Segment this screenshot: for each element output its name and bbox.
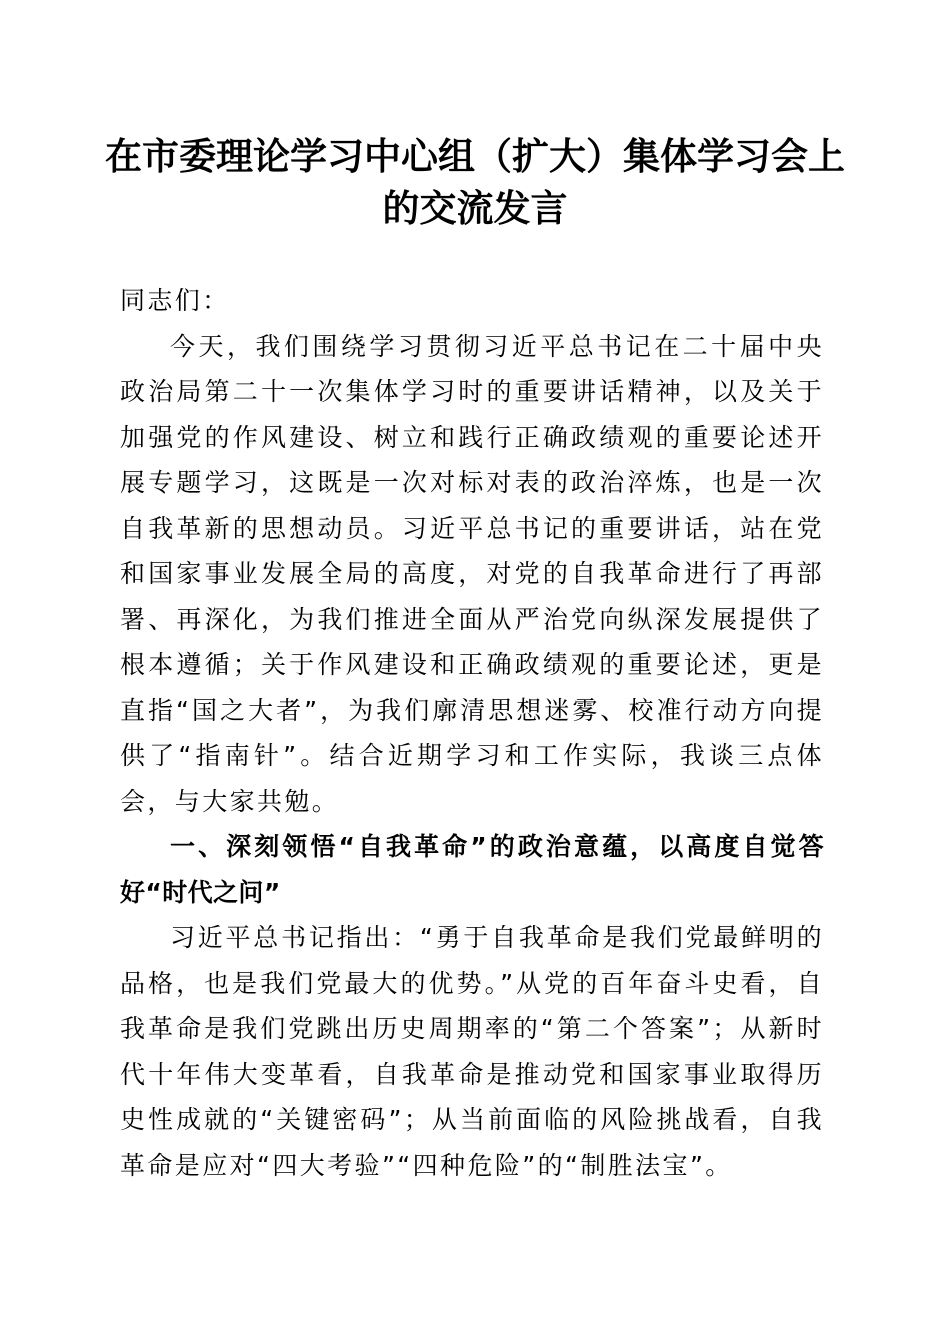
document-body [120, 278, 824, 1188]
intro-paragraph: 今天，我们围绕学习贯彻习近平总书记在二十届中央政治局第二十一次集体学习时的重要讲话精神，以及关于加强党的作风建设、树立和践行正确政绩观的重要论述开展专题学习，这既是一次对标对表的政治淬炼，也是一次自我革新的思想动员。习近平总书记的重要讲话，站在党和国家事业发展全局的高度，对党的自我革命进行了再部署、再深化，为我们推进全面从严治党向纵深发展提供了根本遵循；关于作风建设和正确政绩观的重要论述，更是直指“国之大者”，为我们廓清思想迷雾、校准行动方向提供了“指南针”。结合近期学习和工作实际，我谈三点体会，与大家共勉。 [120, 331, 824, 816]
salutation: 同志们： [120, 286, 230, 315]
section-heading: 一、深刻领悟“自我革命”的政治意蕴，以高度自觉答好“时代之问” [120, 832, 824, 907]
title-line-1: 在市委理论学习中心组（扩大）集体学习会上 [105, 134, 845, 178]
section-paragraph: 习近平总书记指出：“勇于自我革命是我们党最鲜明的品格，也是我们党最大的优势。”从党的百年奋斗史看，自我革命是我们党跳出历史周期率的“第二个答案”；从新时代十年伟大变革看，自我革命是推动党和国家事业取得历史性成就的“关键密码”；从当前面临的风险挑战看，自我革命是应对“四大考验”“四种危险”的“制胜法宝”。 [120, 923, 824, 1180]
document-title [100, 130, 850, 234]
title-line-2: 的交流发言 [382, 186, 568, 230]
